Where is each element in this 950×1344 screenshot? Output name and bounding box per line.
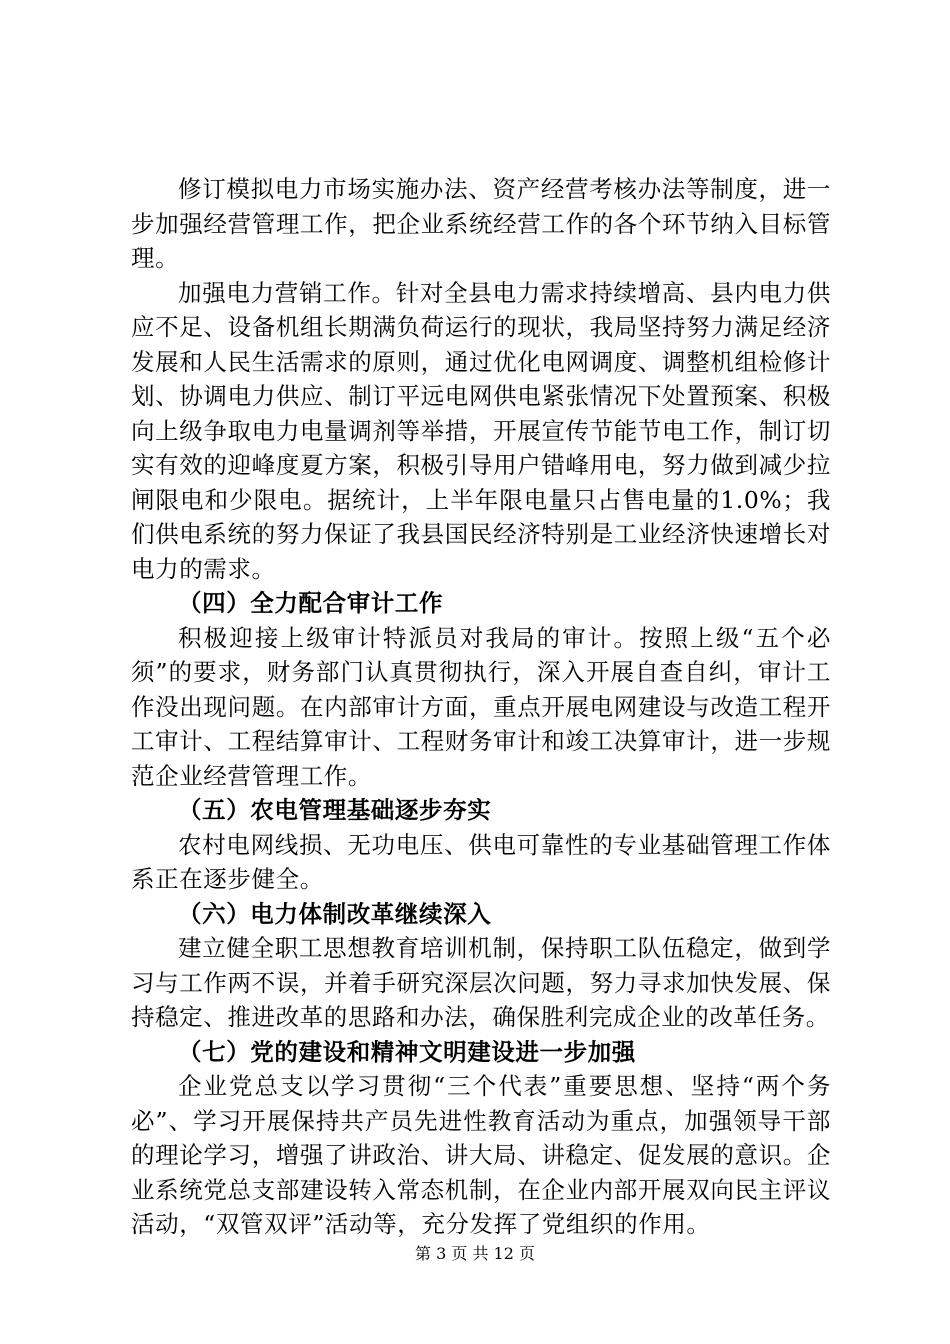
section-heading: （四）全力配合审计工作 <box>178 589 444 617</box>
paragraph: 修订模拟电力市场实施办法、资产经营考核办法等制度，进一步加强经营管理工作，把企业系统经营工作的各个环节纳入目标管理。 <box>131 175 831 272</box>
page-number: 第 3 页 共 12 页 <box>415 1244 535 1263</box>
paragraph: 农村电网线损、无功电压、供电可靠性的专业基础管理工作体系正在逐步健全。 <box>131 830 831 893</box>
section-heading: （五）农电管理基础逐步夯实 <box>178 796 492 824</box>
paragraph: 企业党总支以学习贯彻“三个代表”重要思想、坚持“两个务必”、学习开展保持共产员先进性教育活动为重点，加强领导干部的理论学习，增强了讲政治、讲大局、讲稳定、促发展的意识。企业系统党总支部建设转入常态机制，在企业内部开展双向民主评议活动，“双管双评”活动等，充分发挥了党组织的作用。 <box>131 1072 831 1238</box>
paragraph: 建立健全职工思想教育培训机制，保持职工队伍稳定，做到学习与工作两不误，并着手研究深层次问题，努力寻求加快发展、保持稳定、推进改革的思路和办法，确保胜利完成企业的改革任务。 <box>131 934 831 1031</box>
section-heading: （六）电力体制改革继续深入 <box>178 899 492 928</box>
document-body <box>131 172 831 1242</box>
section-heading: （七）党的建设和精神文明建设进一步加强 <box>178 1037 636 1066</box>
paragraph: 加强电力营销工作。针对全县电力需求持续增高、县内电力供应不足、设备机组长期满负荷运行的现状，我局坚持努力满足经济发展和人民生活需求的原则，通过优化电网调度、调整机组检修计划、协调电力供应、制订平远电网供电紧张情况下处置预案、积极向上级争取电力电量调剂等举措，开展宣传节能节电工作，制订切实有效的迎峰度夏方案，积极引导用户错峰用电，努力做到减少拉闸限电和少限电。据统计，上半年限电量只占售电量的1.0%；我们供电系统的努力保证了我县国民经济特别是工业经济快速增长对电力的需求。 <box>131 278 831 583</box>
paragraph: 积极迎接上级审计特派员对我局的审计。按照上级“五个必须”的要求，财务部门认真贯彻执行，深入开展自查自纠，审计工作没出现问题。在内部审计方面，重点开展电网建设与改造工程开工审计、工程结算审计、工程财务审计和竣工决算审计，进一步规范企业经营管理工作。 <box>131 623 831 790</box>
page-footer <box>0 1244 950 1264</box>
